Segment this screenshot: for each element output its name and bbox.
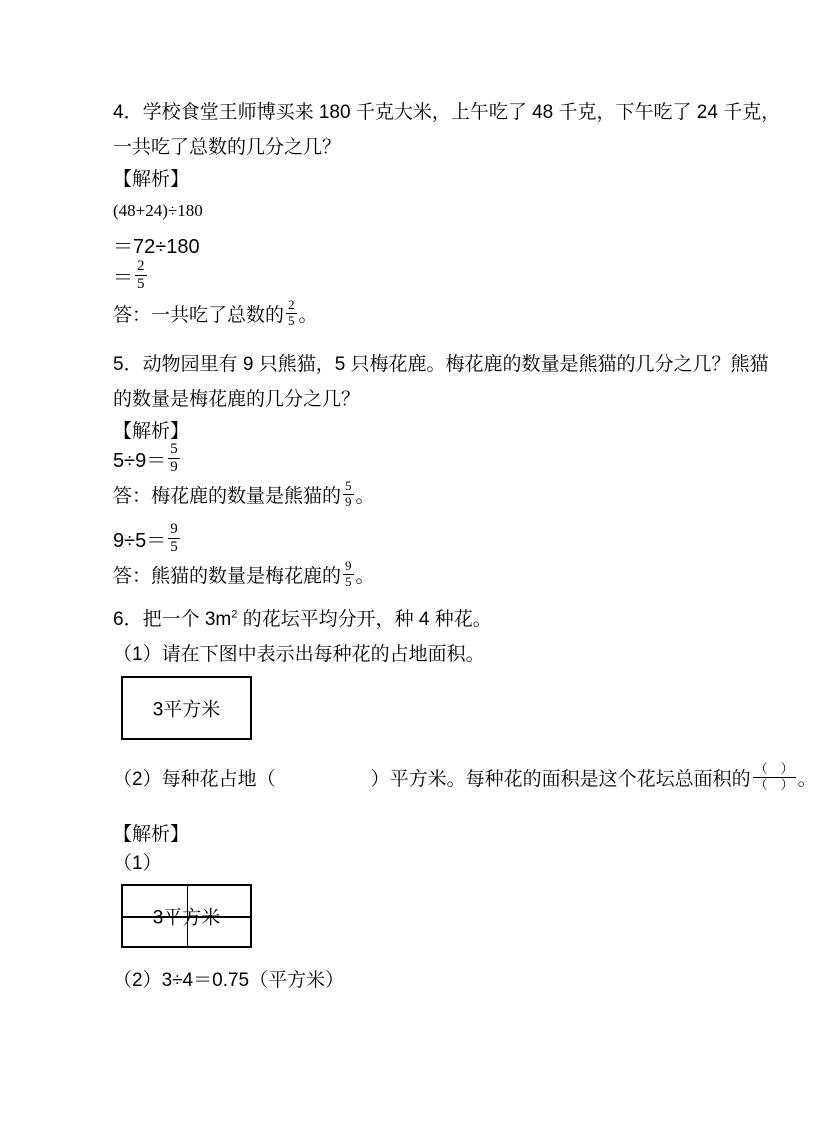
stem-text: 的花坛平均分开，种 4 种花。 <box>237 609 492 630</box>
q6-solution1-label: （1） <box>113 853 162 874</box>
superscript-2: 2 <box>231 608 238 621</box>
q5-analysis-label: 【解析】 <box>113 421 190 442</box>
flowerbed-area-label: 3平方米 <box>152 699 221 721</box>
equation-text: ＝72÷180 <box>113 236 200 258</box>
fraction-5-9 <box>343 479 354 510</box>
q6-stem <box>113 607 492 633</box>
q5-answer-2 <box>113 559 375 590</box>
fraction-denominator: 5 <box>170 539 178 556</box>
fraction-numerator: 2 <box>137 258 145 274</box>
flowerbed-area-label: 3平方米 <box>152 907 221 929</box>
fraction-denominator-blank: （ ） <box>754 776 794 792</box>
equation-text: 5÷9＝ <box>113 450 167 473</box>
q5-equation-2 <box>113 521 182 557</box>
q6-part1-text: （1）请在下图中表示出每种花的占地面积。 <box>113 644 485 665</box>
fraction-denominator: 9 <box>345 493 352 509</box>
fraction-numerator: 9 <box>170 521 178 537</box>
equation-text: 9÷5＝ <box>113 530 167 553</box>
q4-answer-line <box>113 298 318 329</box>
fraction-denominator: 5 <box>288 312 295 328</box>
q4-equation-step3 <box>113 258 149 294</box>
q6-part2-text <box>113 762 817 793</box>
q5-equation-1 <box>113 441 182 477</box>
fraction-numerator: 5 <box>345 478 352 493</box>
flowerbed-box <box>121 676 252 740</box>
answer-text: 答：梅花鹿的数量是熊猫的 <box>113 485 342 507</box>
fraction-9-5 <box>168 521 180 557</box>
blank-fraction <box>753 762 796 793</box>
answer-text: 答：熊猫的数量是梅花鹿的 <box>113 565 342 587</box>
part2-text: （2）每种花占地（ ）平方米。每种花的面积是这个花坛总面积的 <box>113 768 751 790</box>
fraction-numerator: 2 <box>288 297 295 312</box>
fraction-2-5 <box>286 298 297 329</box>
q6-analysis-label: 【解析】 <box>113 824 190 845</box>
answer-text: 答：一共吃了总数的 <box>113 304 285 326</box>
q4-equation-step2 <box>113 230 200 259</box>
equals-sign: ＝ <box>113 267 133 290</box>
fraction-5-9 <box>168 441 180 477</box>
fraction-denominator: 5 <box>137 276 145 293</box>
fraction-denominator: 9 <box>170 459 178 476</box>
q6-solution2-text: （2）3÷4＝0.75（平方米） <box>113 970 345 991</box>
fraction-numerator-blank: （ ） <box>754 761 794 776</box>
fraction-denominator: 5 <box>345 573 352 589</box>
fraction-2-5 <box>135 258 147 294</box>
flowerbed-divided-box <box>121 884 252 948</box>
fraction-9-5 <box>343 559 354 590</box>
part2-period: 。 <box>797 768 817 790</box>
answer-period: 。 <box>298 304 318 326</box>
stem-text: 6．把一个 3m <box>113 609 232 630</box>
q4-stem-line1: 4．学校食堂王师博买来 180 千克大米，上午吃了 48 千克，下午吃了 24 千克， <box>113 102 781 123</box>
q4-equation-step1: (48+24)÷180 <box>113 201 203 220</box>
q4-analysis-label: 【解析】 <box>113 169 190 190</box>
fraction-numerator: 5 <box>170 441 178 457</box>
q5-stem-line2: 的数量是梅花鹿的几分之几？ <box>113 389 361 410</box>
answer-period: 。 <box>355 485 375 507</box>
q5-answer-1 <box>113 479 375 510</box>
q5-stem-line1: 5．动物园里有 9 只熊猫，5 只梅花鹿。梅花鹿的数量是熊猫的几分之几？熊猫 <box>113 354 769 375</box>
answer-period: 。 <box>355 565 375 587</box>
fraction-numerator: 9 <box>345 558 352 573</box>
q4-stem-line2: 一共吃了总数的几分之几？ <box>113 137 342 158</box>
